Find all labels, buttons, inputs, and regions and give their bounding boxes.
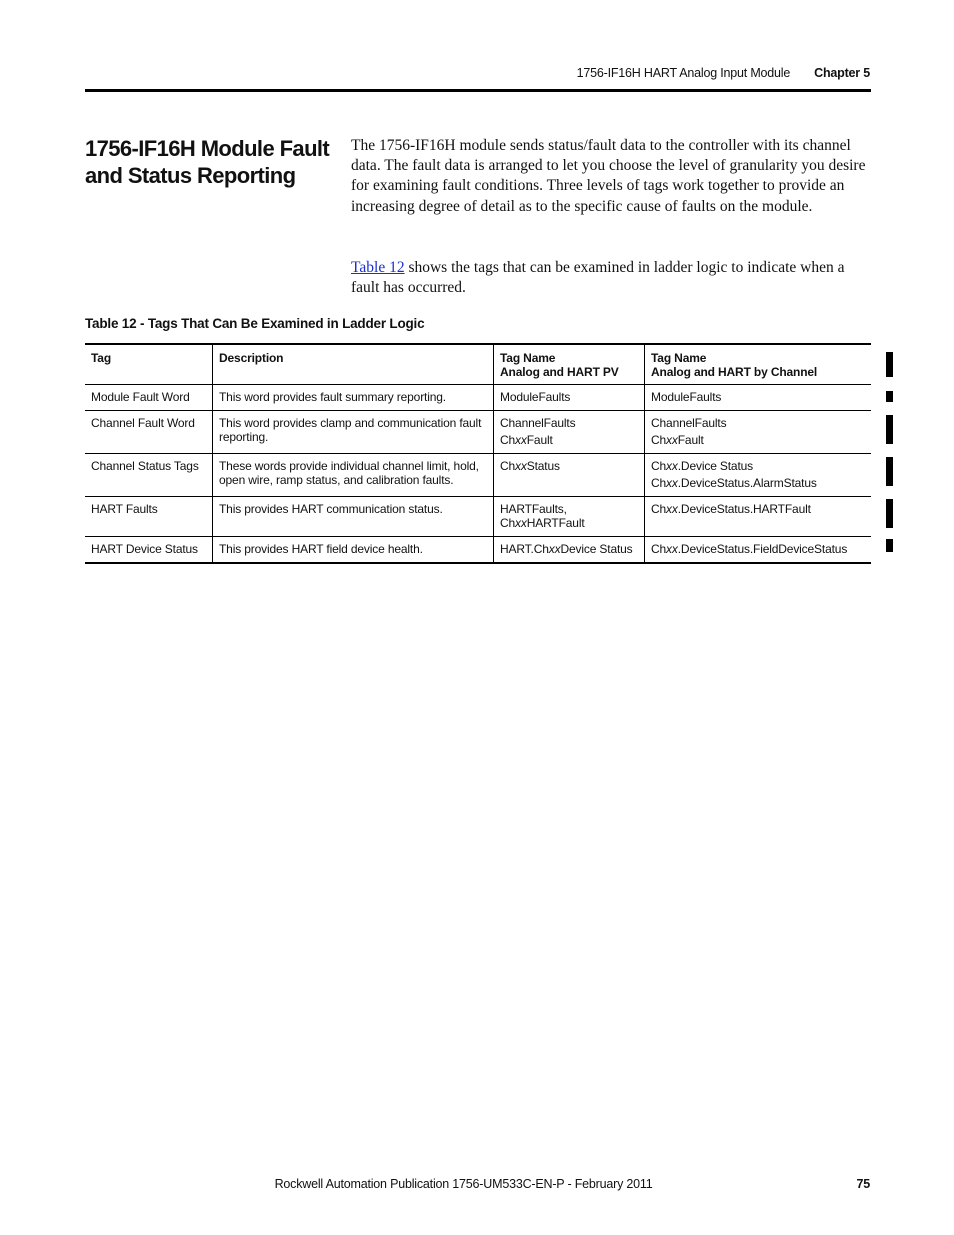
table-row: [85, 411, 871, 454]
cell-tag-name-pv: [494, 454, 645, 497]
cell-tag: Channel Fault Word: [85, 411, 213, 454]
pv-line: HARTFaults,: [500, 502, 567, 516]
cell-tag-name-channel: [645, 497, 872, 537]
pv-line: ModuleFaults: [500, 390, 571, 404]
header-rule: [85, 89, 871, 92]
table-row: [85, 537, 871, 564]
table-caption: Table 12 - Tags That Can Be Examined in Ladder Logic: [85, 316, 425, 331]
table-row: [85, 454, 871, 497]
change-bar: [886, 499, 893, 528]
change-bar: [886, 391, 893, 402]
change-bar: [886, 352, 893, 377]
publication-info: Rockwell Automation Publication 1756-UM533C-EN-P - February 2011: [274, 1177, 653, 1191]
cell-tag: HART Faults: [85, 497, 213, 537]
channel-line: Chxx.Device Status: [651, 459, 754, 473]
running-head: [577, 66, 870, 80]
table-reference-text: shows the tags that can be examined in ladder logic to indicate when a fault has occurred.: [351, 259, 845, 297]
cell-tag: HART Device Status: [85, 537, 213, 564]
table-12-link[interactable]: Table 12: [351, 259, 405, 276]
cell-tag-name-pv: [494, 497, 645, 537]
pv-line: ChxxHARTFault: [500, 516, 585, 530]
channel-line: Chxx.DeviceStatus.FieldDeviceStatus: [651, 542, 848, 556]
channel-line: ChxxFault: [651, 433, 704, 447]
channel-line: Chxx.DeviceStatus.AlarmStatus: [651, 476, 817, 490]
cell-tag-name-channel: [645, 385, 872, 411]
change-bar: [886, 539, 893, 552]
tags-table: [85, 343, 871, 564]
cell-tag-name-pv: [494, 385, 645, 411]
table-row: [85, 497, 871, 537]
change-bar: [886, 457, 893, 486]
header-tag: Tag: [85, 344, 213, 385]
running-head-title: 1756-IF16H HART Analog Input Module: [576, 66, 791, 80]
pv-line: HART.ChxxDevice Status: [500, 542, 633, 556]
header-tag-name-channel-line-1: Tag Name: [651, 351, 707, 365]
cell-tag-name-channel: [645, 411, 872, 454]
channel-line: Chxx.DeviceStatus.HARTFault: [651, 502, 811, 516]
header-tag-name-pv: [494, 344, 645, 385]
header-tag-name-channel-line-2: Analog and HART by Channel: [651, 365, 818, 379]
channel-line: ChannelFaults: [651, 416, 727, 430]
table-row: [85, 385, 871, 411]
running-head-chapter: Chapter 5: [814, 66, 870, 80]
page-footer: [275, 1177, 870, 1191]
header-tag-name-pv-line-2: Analog and HART PV: [500, 365, 619, 379]
header-tag-name-channel: [645, 344, 872, 385]
channel-line: ModuleFaults: [651, 390, 722, 404]
table-reference-paragraph: [351, 258, 871, 298]
cell-description: These words provide individual channel limit, hold, open wire, ramp status, and calibration faults.: [213, 454, 494, 497]
cell-description: This provides HART communication status.: [213, 497, 494, 537]
cell-tag-name-pv: [494, 411, 645, 454]
section-title-line-1: 1756-IF16H Module Fault: [85, 136, 330, 161]
section-title: [85, 135, 335, 189]
cell-tag: Channel Status Tags: [85, 454, 213, 497]
table-header-row: [85, 344, 871, 385]
cell-tag-name-channel: [645, 537, 872, 564]
cell-tag: Module Fault Word: [85, 385, 213, 411]
cell-description: This provides HART field device health.: [213, 537, 494, 564]
pv-line: ChannelFaults: [500, 416, 576, 430]
header-tag-name-pv-line-1: Tag Name: [500, 351, 556, 365]
cell-description: This word provides clamp and communication fault reporting.: [213, 411, 494, 454]
pv-line: ChxxStatus: [500, 459, 560, 473]
cell-description: This word provides fault summary reporting.: [213, 385, 494, 411]
change-bar: [886, 415, 893, 444]
cell-tag-name-channel: [645, 454, 872, 497]
cell-tag-name-pv: [494, 537, 645, 564]
section-title-line-2: and Status Reporting: [85, 163, 296, 188]
pv-line: ChxxFault: [500, 433, 553, 447]
intro-paragraph: The 1756-IF16H module sends status/fault data to the controller with its channel data. The fault data is arranged to let you choose the level of granularity you desire for examining fault conditions. Three levels of tags work together to provide an increasing degree of detail as to the specific cause of faults on the module.: [351, 137, 866, 215]
header-description: Description: [213, 344, 494, 385]
page-number: 75: [856, 1177, 870, 1191]
